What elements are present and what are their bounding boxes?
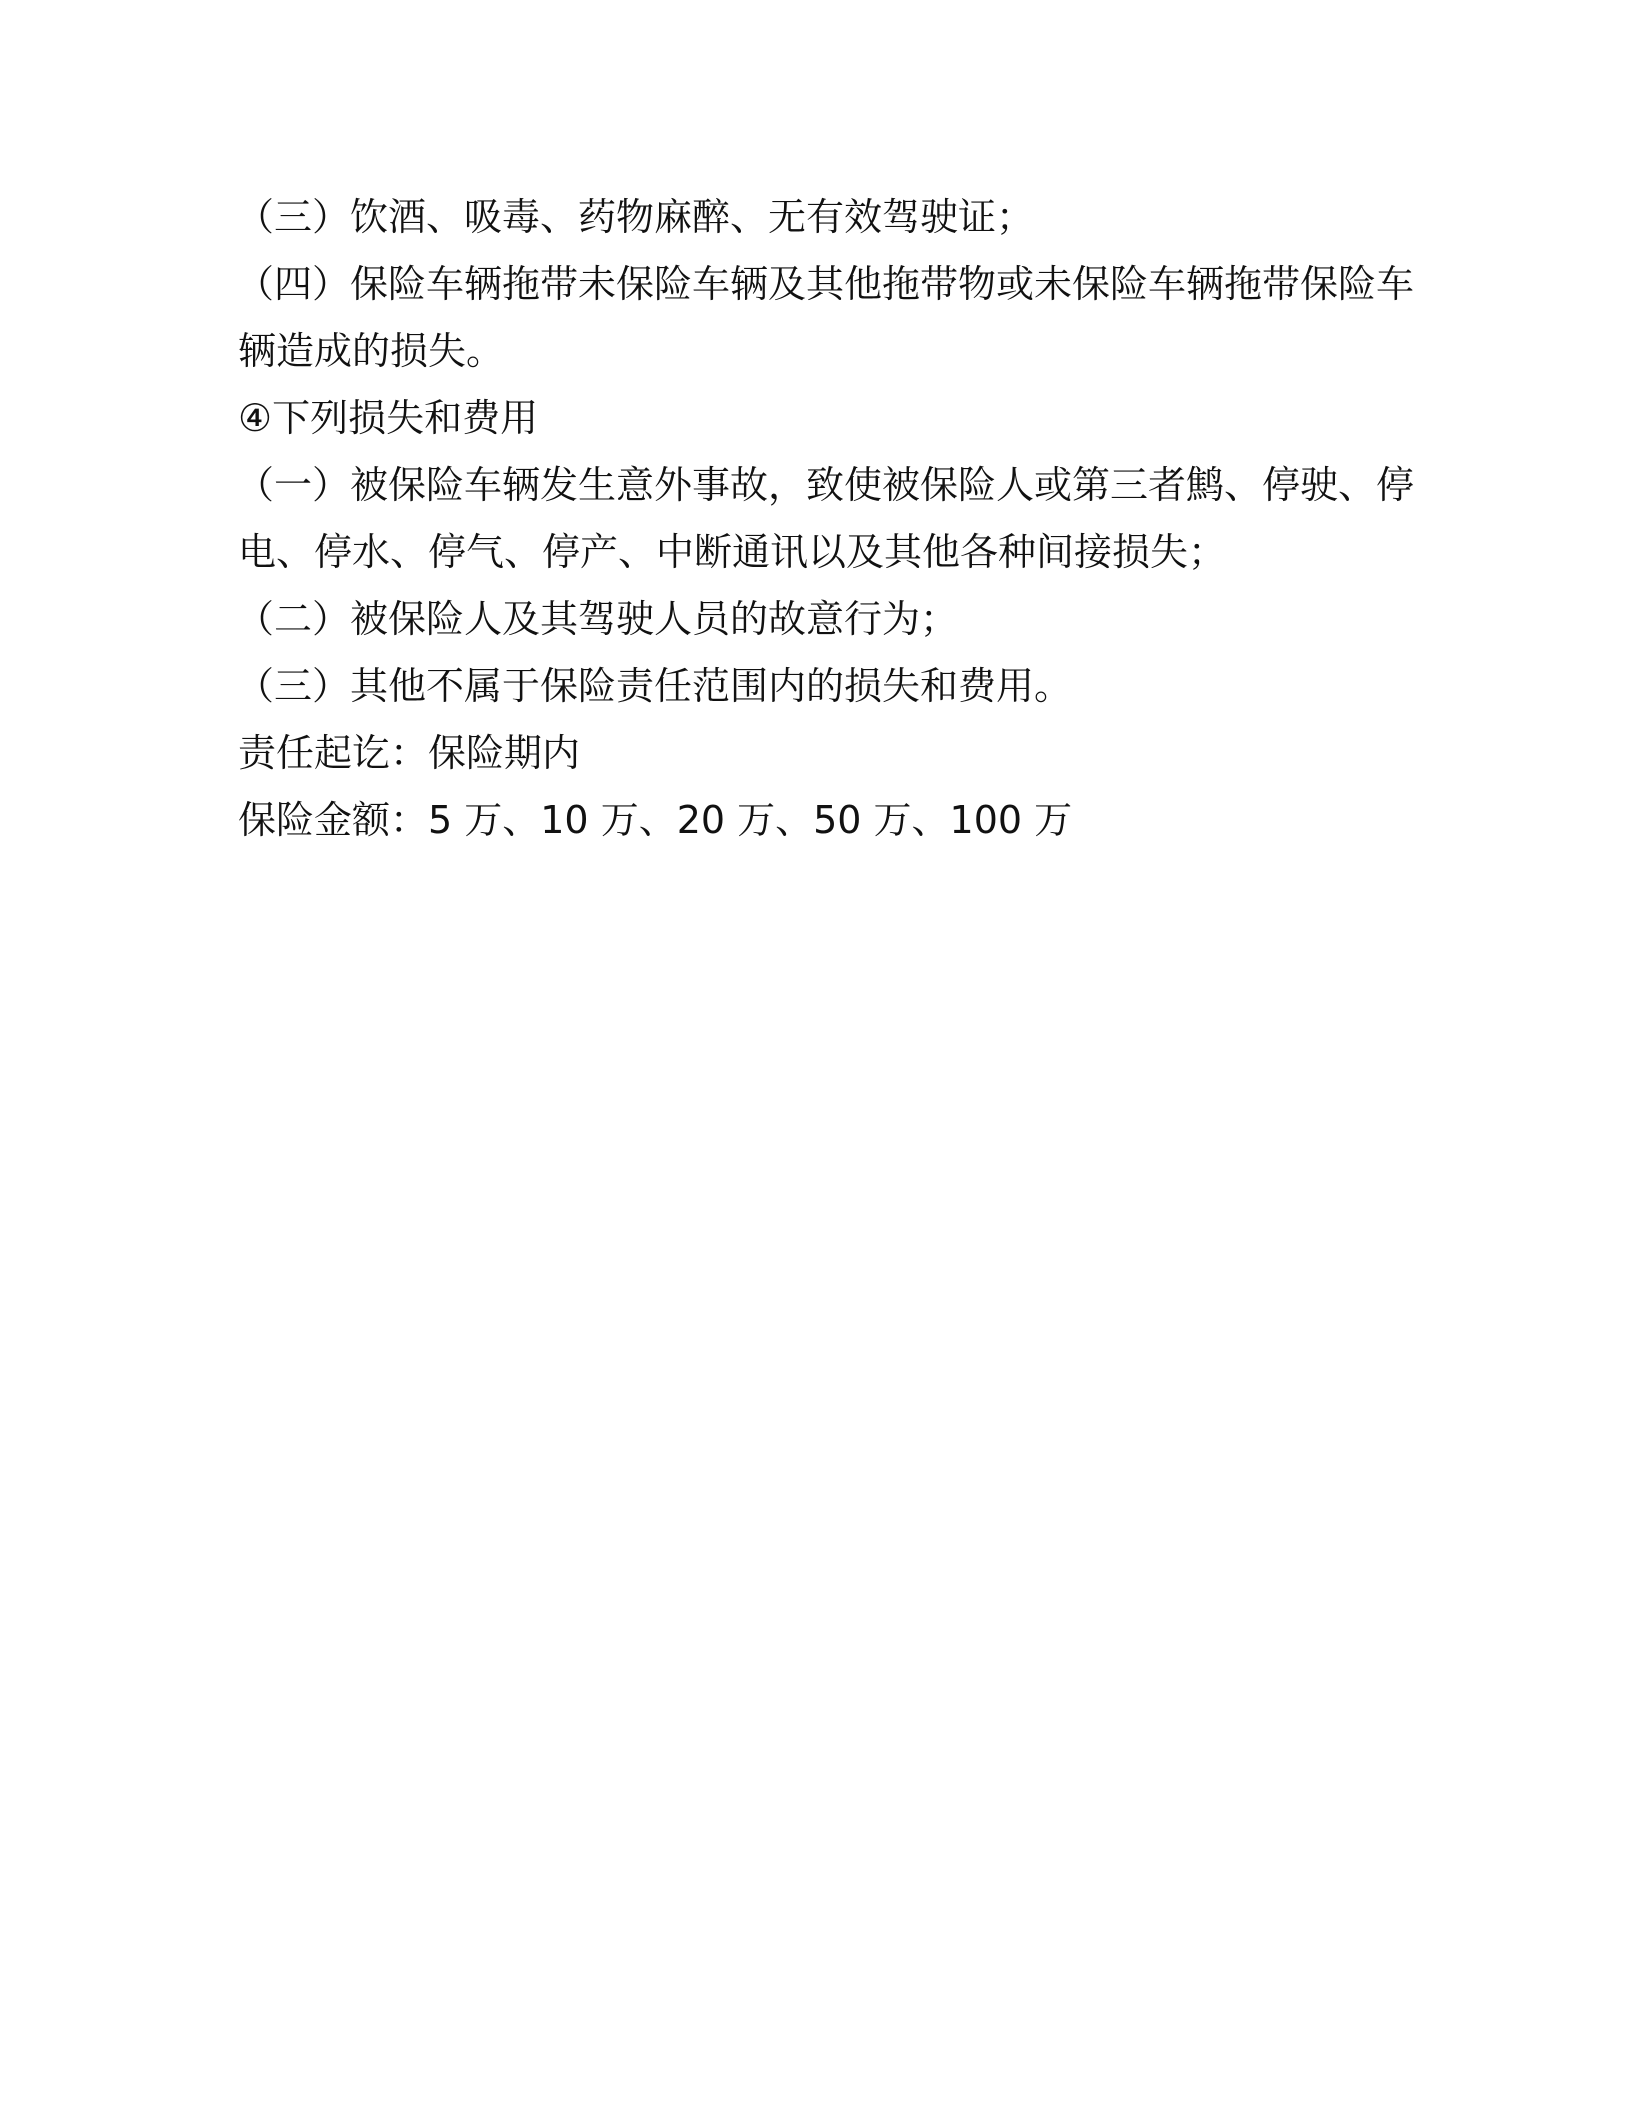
- loss-item-1-line-1: （一）被保险车辆发生意外事故，致使被保险人或第三者鹪、停驶、停: [236, 463, 1415, 507]
- section-heading-losses-and-costs: ④下列损失和费用: [238, 396, 539, 440]
- exclusion-item-4-line-1: （四）保险车辆拖带未保险车辆及其他拖带物或未保险车辆拖带保险车: [236, 262, 1415, 306]
- document-body: [236, 184, 1415, 854]
- exclusion-item-3: （三）饮酒、吸毒、药物麻醉、无有效驾驶证；: [236, 195, 1035, 239]
- loss-item-1-line-2: 电、停水、停气、停产、中断通讯以及其他各种间接损失；: [238, 530, 1227, 574]
- exclusion-item-4-line-2: 辆造成的损失。: [238, 329, 505, 373]
- coverage-period: 责任起讫：保险期内: [238, 731, 581, 775]
- loss-item-2: （二）被保险人及其驾驶人员的故意行为；: [236, 597, 959, 641]
- insured-amounts: 保险金额：5 万、10 万、20 万、50 万、100 万: [238, 798, 1073, 842]
- loss-item-3: （三）其他不属于保险责任范围内的损失和费用。: [236, 664, 1073, 708]
